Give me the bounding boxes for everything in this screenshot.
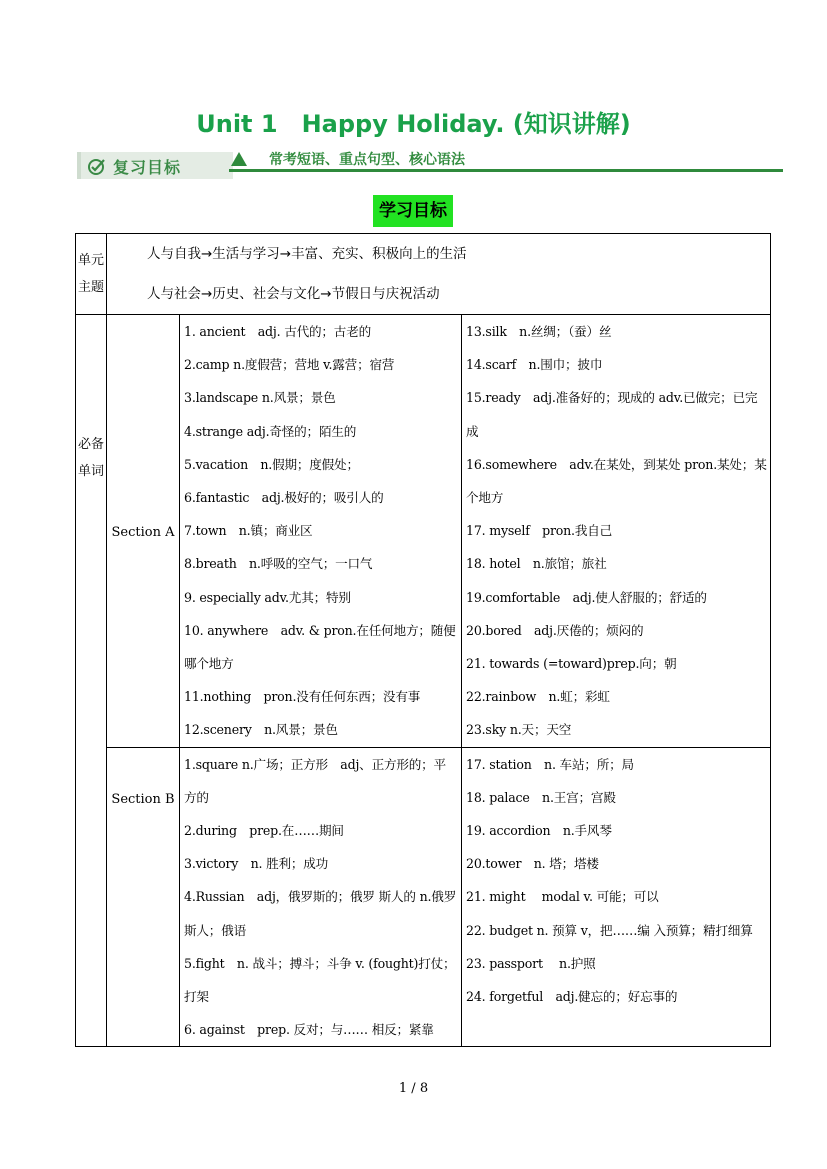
vocab-item: 18. palace n.王宫；宫殿 bbox=[466, 789, 616, 805]
vocab-item: 19.comfortable adj.使人舒服的；舒适的 bbox=[466, 589, 707, 605]
vocab-item: 18. hotel n.旅馆；旅社 bbox=[466, 556, 607, 572]
section-a-left bbox=[180, 315, 462, 748]
vocab-item: 2.during prep.在……期间 bbox=[184, 823, 344, 839]
banner-box bbox=[77, 152, 233, 179]
section-b-row bbox=[76, 747, 771, 1047]
vocab-item: 14.scarf n.围巾；披巾 bbox=[466, 357, 603, 373]
banner-label: 复习目标 bbox=[113, 158, 182, 177]
vocab-item: 2.camp n.度假营；营地 v.露营；宿营 bbox=[184, 357, 395, 373]
vocab-item: 5.fight n. 战斗；搏斗；斗争 v. (fought)打仗；打架 bbox=[184, 955, 456, 1005]
pencil-check-icon bbox=[87, 157, 107, 175]
vocab-item: 6. against prep. 反对；与…… 相反；紧靠 bbox=[184, 1022, 434, 1038]
vocab-item: 4.Russian adj，俄罗斯的；俄罗 斯人的 n.俄罗斯人；俄语 bbox=[184, 889, 457, 938]
section-b-right bbox=[462, 747, 771, 1047]
theme-line: 人与社会→历史、社会与文化→节假日与庆祝活动 bbox=[147, 286, 440, 302]
vocab-item: 3.landscape n.风景；景色 bbox=[184, 390, 336, 406]
vocab-table bbox=[75, 233, 771, 1047]
vocab-item: 1.square n.广场；正方形 adj、正方形的；平方的 bbox=[184, 756, 446, 805]
vocab-item: 15.ready adj.准备好的；现成的 adv.已做完；已完成 bbox=[466, 390, 758, 439]
vocab-item: 23. passport n.护照 bbox=[466, 955, 596, 971]
section-a-row bbox=[76, 315, 771, 748]
theme-header-2: 主题 bbox=[77, 280, 104, 295]
vocab-item: 22. budget n. 预算 v，把……编 入预算；精打细算 bbox=[466, 922, 753, 938]
goal-heading: 学习目标 bbox=[373, 195, 453, 227]
vocab-header-2: 单词 bbox=[77, 464, 104, 479]
theme-header-cell bbox=[76, 234, 107, 315]
banner-divider bbox=[229, 169, 783, 172]
banner-subtitle: 常考短语、重点句型、核心语法 bbox=[269, 152, 465, 168]
vocab-item: 20.bored adj.厌倦的；烦闷的 bbox=[466, 622, 644, 638]
vocab-item: 3.victory n. 胜利；成功 bbox=[184, 856, 329, 872]
vocab-item: 23.sky n.天；天空 bbox=[466, 722, 572, 738]
section-a-label: Section A bbox=[107, 315, 180, 748]
theme-header-1: 单元 bbox=[77, 253, 104, 268]
vocab-item: 17. myself pron.我自己 bbox=[466, 523, 613, 539]
vocab-item: 21. towards (=toward)prep.向；朝 bbox=[466, 656, 677, 672]
vocab-item: 17. station n. 车站；所；局 bbox=[466, 756, 634, 772]
vocab-item: 11.nothing pron.没有任何东西；没有事 bbox=[184, 689, 421, 705]
vocab-item: 22.rainbow n.虹；彩虹 bbox=[466, 689, 610, 705]
vocab-item: 21. might modal v. 可能；可以 bbox=[466, 889, 659, 905]
vocab-item: 9. especially adv.尤其；特别 bbox=[184, 589, 351, 605]
vocab-item: 6.fantastic adj.极好的；吸引人的 bbox=[184, 490, 384, 506]
vocab-item: 1. ancient adj. 古代的；古老的 bbox=[184, 324, 371, 339]
vocab-item: 24. forgetful adj.健忘的；好忘事的 bbox=[466, 989, 678, 1005]
vocab-header-1: 必备 bbox=[77, 437, 104, 452]
vocab-item: 7.town n.镇；商业区 bbox=[184, 523, 313, 539]
vocab-item: 10. anywhere adv. & pron.在任何地方；随便哪个地方 bbox=[184, 622, 456, 672]
vocab-item: 4.strange adj.奇怪的；陌生的 bbox=[184, 423, 357, 439]
vocab-item: 12.scenery n.风景；景色 bbox=[184, 722, 338, 738]
section-b-label: Section B bbox=[107, 747, 180, 1047]
page-title: Unit 1 Happy Holiday. (知识讲解) bbox=[196, 110, 631, 138]
page-number: 1 / 8 bbox=[398, 1081, 429, 1096]
review-banner bbox=[77, 150, 783, 182]
banner-triangle bbox=[231, 152, 247, 166]
vocab-item: 13.silk n.丝绸；（蚕）丝 bbox=[466, 324, 612, 339]
theme-row bbox=[76, 234, 771, 315]
vocab-item: 16.somewhere adv.在某处，到某处 pron.某处；某个地方 bbox=[466, 456, 767, 506]
vocab-item: 19. accordion n.手风琴 bbox=[466, 823, 612, 839]
theme-content bbox=[107, 234, 771, 315]
theme-line: 人与自我→生活与学习→丰富、充实、积极向上的生活 bbox=[147, 246, 467, 262]
section-b-left bbox=[180, 747, 462, 1047]
vocab-header-cell bbox=[76, 315, 107, 1047]
section-a-right bbox=[462, 315, 771, 748]
vocab-item: 8.breath n.呼吸的空气；一口气 bbox=[184, 556, 373, 572]
vocab-item: 20.tower n. 塔；塔楼 bbox=[466, 856, 599, 872]
vocab-item: 5.vacation n.假期；度假处； bbox=[184, 456, 359, 472]
